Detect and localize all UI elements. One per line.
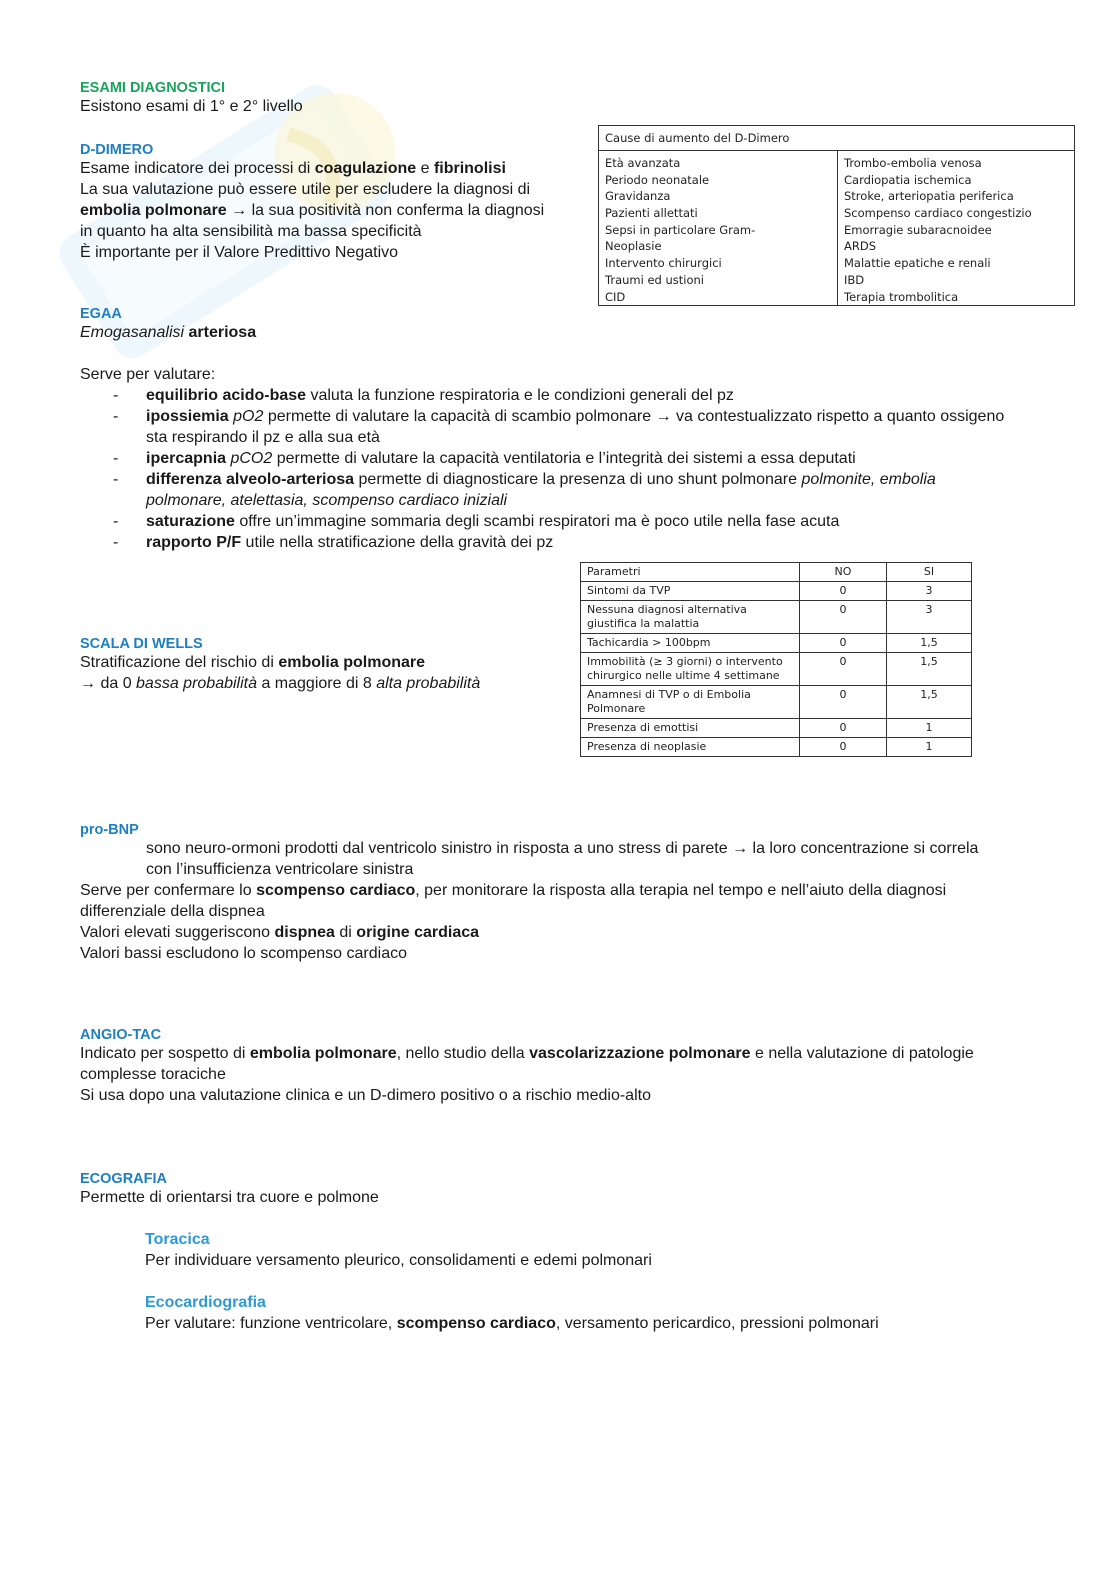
list-item: - ipercapnia pCO2 permette di valutare la capacità ventilatoria e l’integrità dei sistemi a essa deputati: [113, 450, 856, 467]
eco-toracica-title: Toracica: [145, 1231, 210, 1248]
wells-line-1: Stratificazione del rischio di embolia polmonare: [80, 654, 426, 671]
ddimero-line-3: embolia polmonare → la sua positività non conferma la diagnosi: [80, 202, 545, 219]
table-cell: Scompenso cardiaco congestizio: [844, 206, 1032, 221]
table-cell: Pazienti allettati: [605, 206, 698, 221]
eco-ecocardiografia-title: Ecocardiografia: [145, 1294, 266, 1311]
ddimero-table-left: [599, 151, 838, 306]
table-row: Immobilità (≥ 3 giorni) o intervento chirurgico nelle ultime 4 settimane 0 1,5: [581, 653, 972, 686]
section-ddimero: [80, 142, 580, 263]
angio-line-1: Indicato per sospetto di embolia polmonare, nello studio della vascolarizzazione polmonare e nella valutazione di patologie: [80, 1045, 974, 1062]
eco-intro: Permette di orientarsi tra cuore e polmone: [80, 1189, 379, 1206]
list-item: - differenza alveolo-arteriosa permette di diagnosticare la presenza di uno shunt polmonare polmonite, embolia polmonare, atelettasia, scompenso cardiaco iniziali: [113, 471, 936, 509]
ddimero-causes-table: [598, 125, 1075, 306]
section-egaa: [80, 306, 1020, 553]
table-cell: Periodo neonatale: [605, 172, 710, 187]
section-bnp: [80, 822, 1040, 964]
ddimero-title: D-DIMERO: [80, 142, 154, 158]
egaa-title: EGAA: [80, 306, 122, 322]
table-row: Presenza di neoplasie 0 1: [581, 738, 972, 757]
eco-toracica-text: Per individuare versamento pleurico, consolidamenti e edemi polmonari: [145, 1252, 652, 1269]
eco-ecocardiografia: [80, 1292, 1040, 1334]
section-eco: [80, 1171, 1040, 1334]
table-row: Nessuna diagnosi alternativa giustifica la malattia 0 3: [581, 601, 972, 634]
table-cell: Stroke, arteriopatia periferica: [844, 189, 1014, 204]
wells-score-table: [580, 562, 972, 757]
angio-line-2: complesse toraciche: [80, 1066, 226, 1083]
table-header-cell: SI: [887, 563, 972, 582]
table-row: Tachicardia > 100bpm 0 1,5: [581, 634, 972, 653]
bnp-line-3: Serve per confermare lo scompenso cardiaco, per monitorare la risposta alla terapia nel tempo e nell’aiuto della diagnosi: [80, 882, 947, 899]
eco-ecocardiografia-text: Per valutare: funzione ventricolare, scompenso cardiaco, versamento pericardico, pressioni polmonari: [145, 1315, 879, 1332]
table-cell: CID: [605, 289, 626, 304]
ddimero-table-header: Cause di aumento del D-Dimero: [599, 126, 1075, 151]
wells-title: SCALA DI WELLS: [80, 636, 203, 652]
egaa-subtitle: Emogasanalisi arteriosa: [80, 324, 257, 341]
bnp-line-1: sono neuro-ormoni prodotti dal ventricolo sinistro in risposta a uno stress di parete → la loro concentrazione si correla: [146, 840, 979, 857]
table-cell: Gravidanza: [605, 189, 671, 204]
list-item: - equilibrio acido-base valuta la funzione respiratoria e le condizioni generali del pz: [113, 387, 734, 404]
table-cell: Cardiopatia ischemica: [844, 172, 972, 187]
table-cell: Emorragie subaracnoidee: [844, 222, 992, 237]
eco-toracica: [80, 1229, 1040, 1271]
table-row: Anamnesi di TVP o di Embolia Polmonare 0 1,5: [581, 686, 972, 719]
table-cell: Età avanzata: [605, 156, 681, 170]
section-wells: [80, 636, 560, 694]
egaa-list: [80, 385, 1020, 553]
table-header-cell: NO: [800, 563, 887, 582]
bnp-line-5: Valori elevati suggeriscono dispnea di origine cardiaca: [80, 924, 480, 941]
table-cell: Sepsi in particolare Gram-: [605, 222, 756, 237]
egaa-intro: Serve per valutare:: [80, 366, 216, 383]
list-item: - saturazione offre un’immagine sommaria degli scambi respiratori ma è poco utile nella fase acuta: [113, 513, 840, 530]
table-cell: Traumi ed ustioni: [605, 272, 704, 287]
table-cell: IBD: [844, 272, 865, 287]
eco-title: ECOGRAFIA: [80, 1171, 167, 1187]
table-cell: Terapia trombolitica: [844, 289, 959, 304]
table-header-cell: Parametri: [581, 563, 800, 582]
bnp-line-6: Valori bassi escludono lo scompenso cardiaco: [80, 945, 407, 962]
bnp-title: pro-BNP: [80, 822, 139, 838]
esami-intro: Esistono esami di 1° e 2° livello: [80, 98, 303, 115]
angio-title: ANGIO-TAC: [80, 1027, 162, 1043]
list-item: - rapporto P/F utile nella stratificazione della gravità dei pz: [113, 534, 554, 551]
table-header-row: [581, 563, 972, 582]
ddimero-line-2: La sua valutazione può essere utile per escludere la diagnosi di: [80, 181, 531, 198]
table-cell: Trombo-embolia venosa: [844, 156, 982, 170]
bnp-line-2: con l’insufficienza ventricolare sinistra: [146, 861, 414, 878]
ddimero-line-5: È importante per il Valore Predittivo Negativo: [80, 244, 399, 261]
table-cell: Neoplasie: [605, 239, 662, 254]
bnp-line-4: differenziale della dispnea: [80, 903, 265, 920]
table-cell: ARDS: [844, 239, 877, 254]
ddimero-line-4: in quanto ha alta sensibilità ma bassa specificità: [80, 223, 422, 240]
table-row: Presenza di emottisi 0 1: [581, 719, 972, 738]
table-cell: Intervento chirurgici: [605, 256, 722, 271]
table-cell: Malattie epatiche e renali: [844, 256, 991, 271]
esami-title: ESAMI DIAGNOSTICI: [80, 80, 226, 96]
angio-line-3: Si usa dopo una valutazione clinica e un D-dimero positivo o a rischio medio-alto: [80, 1087, 651, 1104]
ddimero-table-right: [838, 151, 1075, 306]
ddimero-line-1: Esame indicatore dei processi di coagulazione e fibrinolisi: [80, 160, 506, 177]
wells-line-2: → da 0 bassa probabilità a maggiore di 8 alta probabilità: [80, 675, 481, 692]
list-item: - ipossiemia pO2 permette di valutare la capacità di scambio polmonare → va contestualizzato rispetto a quanto ossigeno sta respirando il pz e alla sua età: [113, 408, 1005, 446]
section-angio: [80, 1027, 1040, 1106]
table-row: Sintomi da TVP 0 3: [581, 582, 972, 601]
section-esami: [80, 80, 303, 117]
